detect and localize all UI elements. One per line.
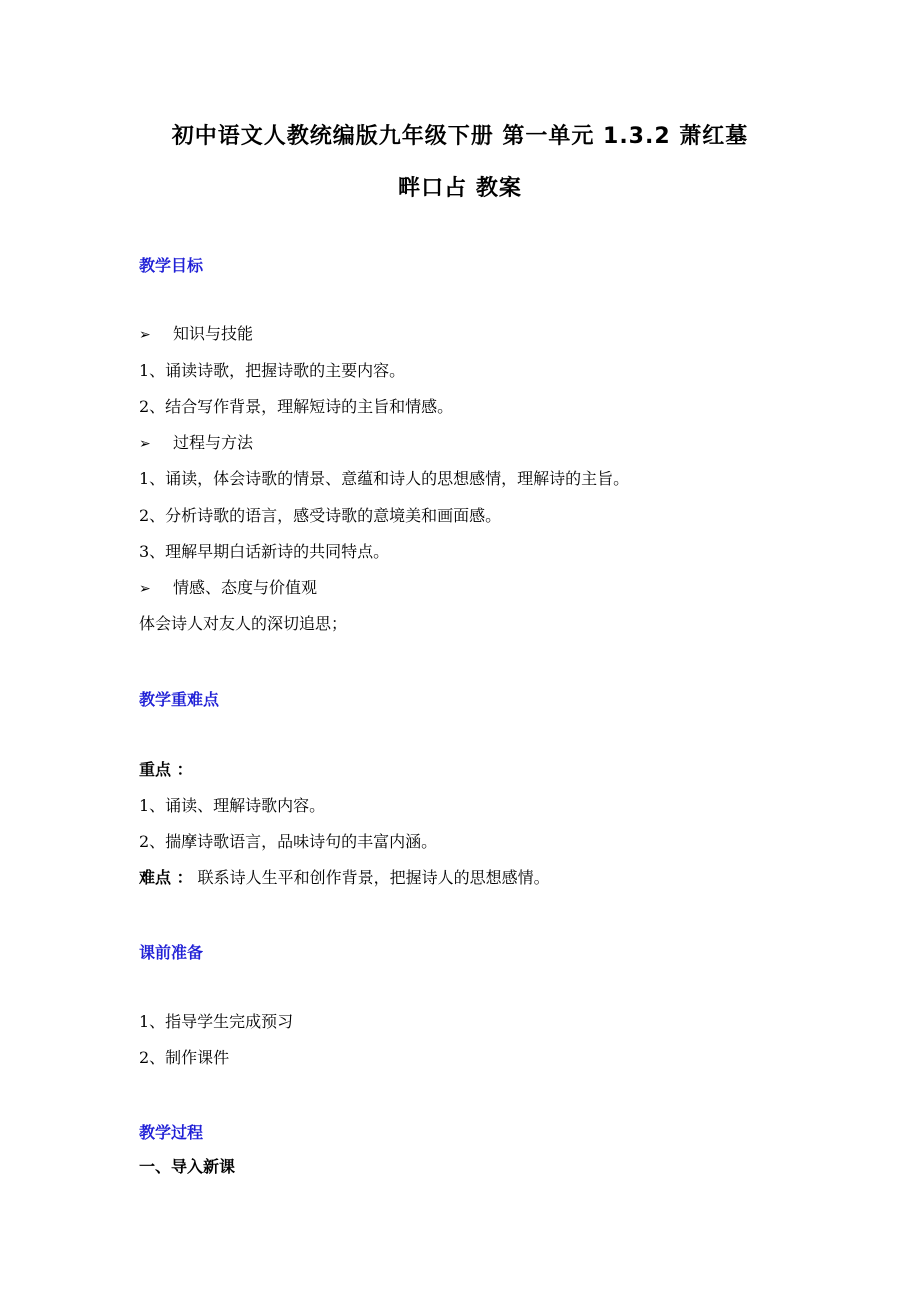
- preparation-item-1: 1、指导学生完成预习: [139, 1012, 294, 1031]
- emotion-values-text: 情感、态度与价值观: [173, 578, 318, 597]
- arrow-bullet-icon: ➢: [139, 327, 151, 343]
- knowledge-skills-label: [139, 324, 253, 345]
- knowledge-item-1: 1、诵读诗歌，把握诗歌的主要内容。: [139, 361, 406, 380]
- process-step-1: 一、导入新课: [139, 1157, 236, 1176]
- emotion-values-label: [139, 578, 317, 599]
- arrow-bullet-icon: ➢: [139, 581, 151, 597]
- document-title-line-2: 畔口占 教案: [398, 176, 522, 201]
- process-item-3: 3、理解早期白话新诗的共同特点。: [139, 542, 390, 561]
- arrow-bullet-icon: ➢: [139, 436, 151, 452]
- key-points-heading: 教学重难点: [139, 690, 220, 709]
- document-title-line-1: 初中语文人教统编版九年级下册 第一单元 1.3.2 萧红墓: [171, 124, 749, 149]
- key-item-2: 2、揣摩诗歌语言，品味诗句的丰富内涵。: [139, 832, 438, 851]
- process-method-text: 过程与方法: [173, 433, 254, 452]
- knowledge-item-2: 2、结合写作背景，理解短诗的主旨和情感。: [139, 397, 454, 416]
- difficulty-line: [139, 868, 550, 888]
- preparation-item-2: 2、制作课件: [139, 1048, 230, 1067]
- process-method-label: [139, 433, 253, 454]
- emotion-item: 体会诗人对友人的深切追思；: [139, 614, 348, 633]
- knowledge-skills-text: 知识与技能: [173, 324, 254, 343]
- process-item-2: 2、分析诗歌的语言，感受诗歌的意境美和画面感。: [139, 506, 502, 525]
- preparation-heading: 课前准备: [139, 943, 204, 962]
- difficulty-text: 联系诗人生平和创作背景，把握诗人的思想感情。: [197, 868, 550, 887]
- difficulty-label: 难点 ：: [139, 868, 193, 887]
- key-item-1: 1、诵读、理解诗歌内容。: [139, 796, 326, 815]
- process-item-1: 1、诵读，体会诗歌的情景、意蕴和诗人的思想感情，理解诗的主旨。: [139, 469, 630, 488]
- process-heading: 教学过程: [139, 1123, 204, 1142]
- key-label: 重点 ：: [139, 760, 193, 779]
- objectives-heading: 教学目标: [139, 256, 204, 275]
